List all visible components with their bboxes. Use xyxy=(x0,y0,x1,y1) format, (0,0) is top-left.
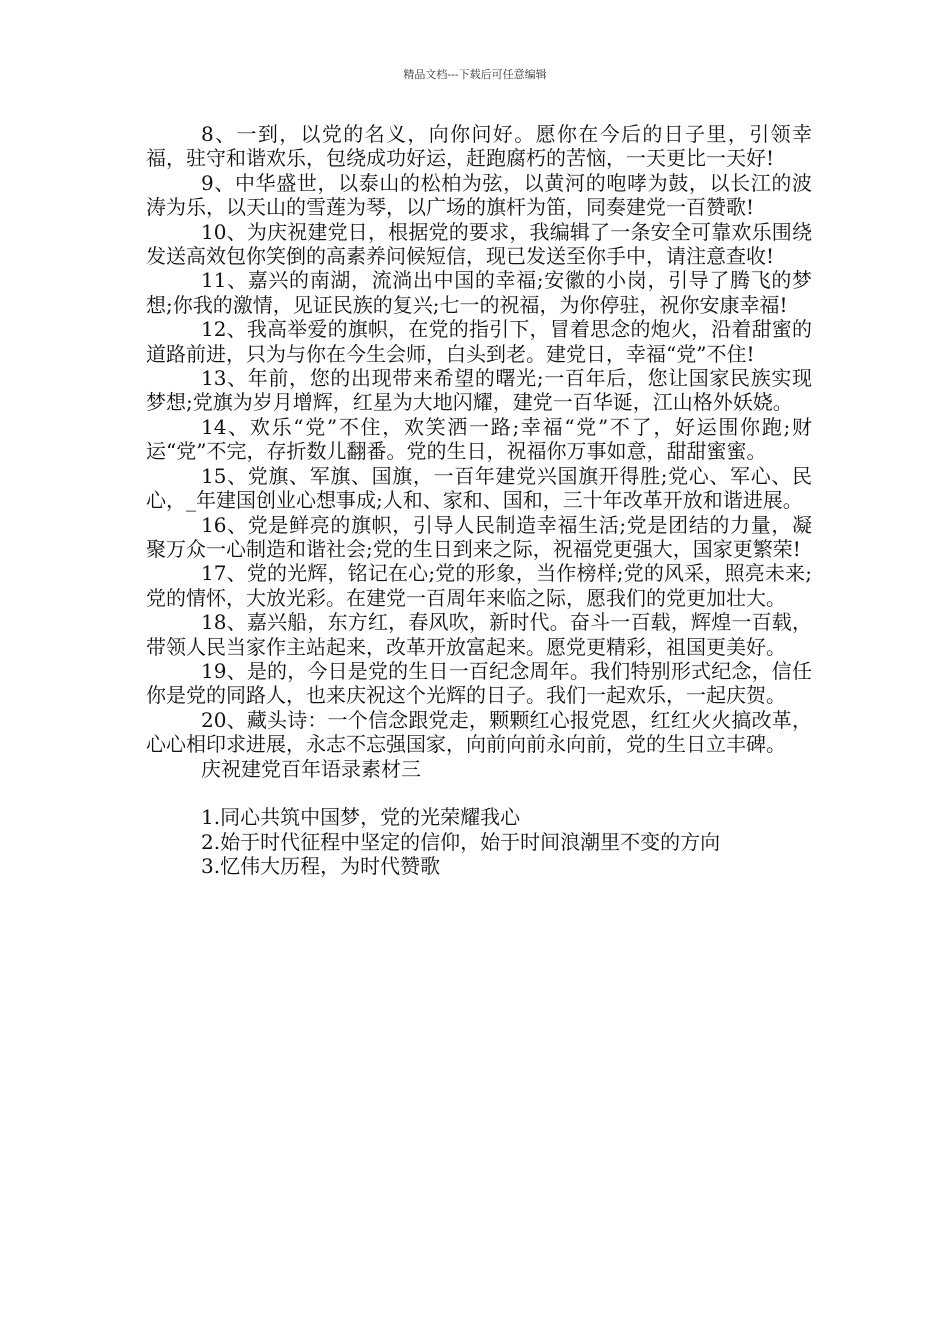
paragraph-10: 10、为庆祝建党日，根据党的要求，我编辑了一条安全可靠欢乐围绕发送高效包你笑倒的高素养问候短信，现已发送至你手中，请注意查收! xyxy=(146,219,812,269)
paragraph-13: 13、年前，您的出现带来希望的曙光;一百年后，您让国家民族实现梦想;党旗为岁月增辉，红星为大地闪耀，建党一百华诞，江山格外妖娆。 xyxy=(146,366,812,415)
paragraph-19: 19、是的，今日是党的生日一百纪念周年。我们特别形式纪念，信任你是党的同路人，也来庆祝这个光辉的日子。我们一起欢乐，一起庆贺。 xyxy=(146,658,812,708)
list-item: 1.同心共筑中国梦，党的光荣耀我心 xyxy=(201,805,521,830)
list-item: 2.始于时代征程中坚定的信仰，始于时间浪潮里不变的方向 xyxy=(201,829,721,854)
document-body xyxy=(146,122,812,879)
paragraph-12: 12、我高举爱的旗帜，在党的指引下，冒着思念的炮火，沿着甜蜜的道路前进，只为与你在今生会师，白头到老。建党日，幸福“党”不住! xyxy=(146,317,812,366)
header-note: 精品文档---下载后可任意编辑 xyxy=(403,68,547,81)
paragraph-14: 14、欢乐“党”不住，欢笑洒一路;幸福“党”不了，好运围你跑;财运“党”不完，存折数儿翻番。党的生日，祝福你万事如意，甜甜蜜蜜。 xyxy=(146,414,812,464)
paragraph-18: 18、嘉兴船，东方红，春风吹，新时代。奋斗一百载，辉煌一百载，带领人民当家作主站起来，改革开放富起来。愿党更精彩，祖国更美好。 xyxy=(146,610,812,659)
list-item: 3.忆伟大历程，为时代赞歌 xyxy=(201,854,441,879)
section-title: 庆祝建党百年语录素材三 xyxy=(201,756,421,781)
blank-line xyxy=(146,781,812,805)
paragraph-15: 15、党旗、军旗、国旗，一百年建党兴国旗开得胜;党心、军心、民心，_年建国创业心想事成;人和、家和、国和，三十年改革开放和谐进展。 xyxy=(146,463,812,513)
paragraph-8: 8、一到，以党的名义，向你问好。愿你在今后的日子里，引领幸福，驻守和谐欢乐，包绕成功好运，赶跑腐朽的苦恼，一天更比一天好! xyxy=(146,122,812,171)
paragraph-17: 17、党的光辉，铭记在心;党的形象，当作榜样;党的风采，照亮未来;党的情怀，大放光彩。在建党一百周年来临之际，愿我们的党更加壮大。 xyxy=(146,561,812,610)
paragraph-9: 9、中华盛世，以泰山的松柏为弦，以黄河的咆哮为鼓，以长江的波涛为乐，以天山的雪莲为琴，以广场的旗杆为笛，同奏建党一百赞歌! xyxy=(146,170,812,220)
paragraph-20: 20、藏头诗：一个信念跟党走，颗颗红心报党恩，红红火火搞改革，心心相印求进展，永志不忘强国家，向前向前永向前，党的生日立丰碑。 xyxy=(146,707,812,757)
paragraph-16: 16、党是鲜亮的旗帜，引导人民制造幸福生活;党是团结的力量，凝聚万众一心制造和谐社会;党的生日到来之际，祝福党更强大，国家更繁荣! xyxy=(146,512,812,561)
paragraph-11: 11、嘉兴的南湖，流淌出中国的幸福;安徽的小岗，引导了腾飞的梦想;你我的激情，见证民族的复兴;七一的祝福，为你停驻，祝你安康幸福! xyxy=(146,268,812,317)
